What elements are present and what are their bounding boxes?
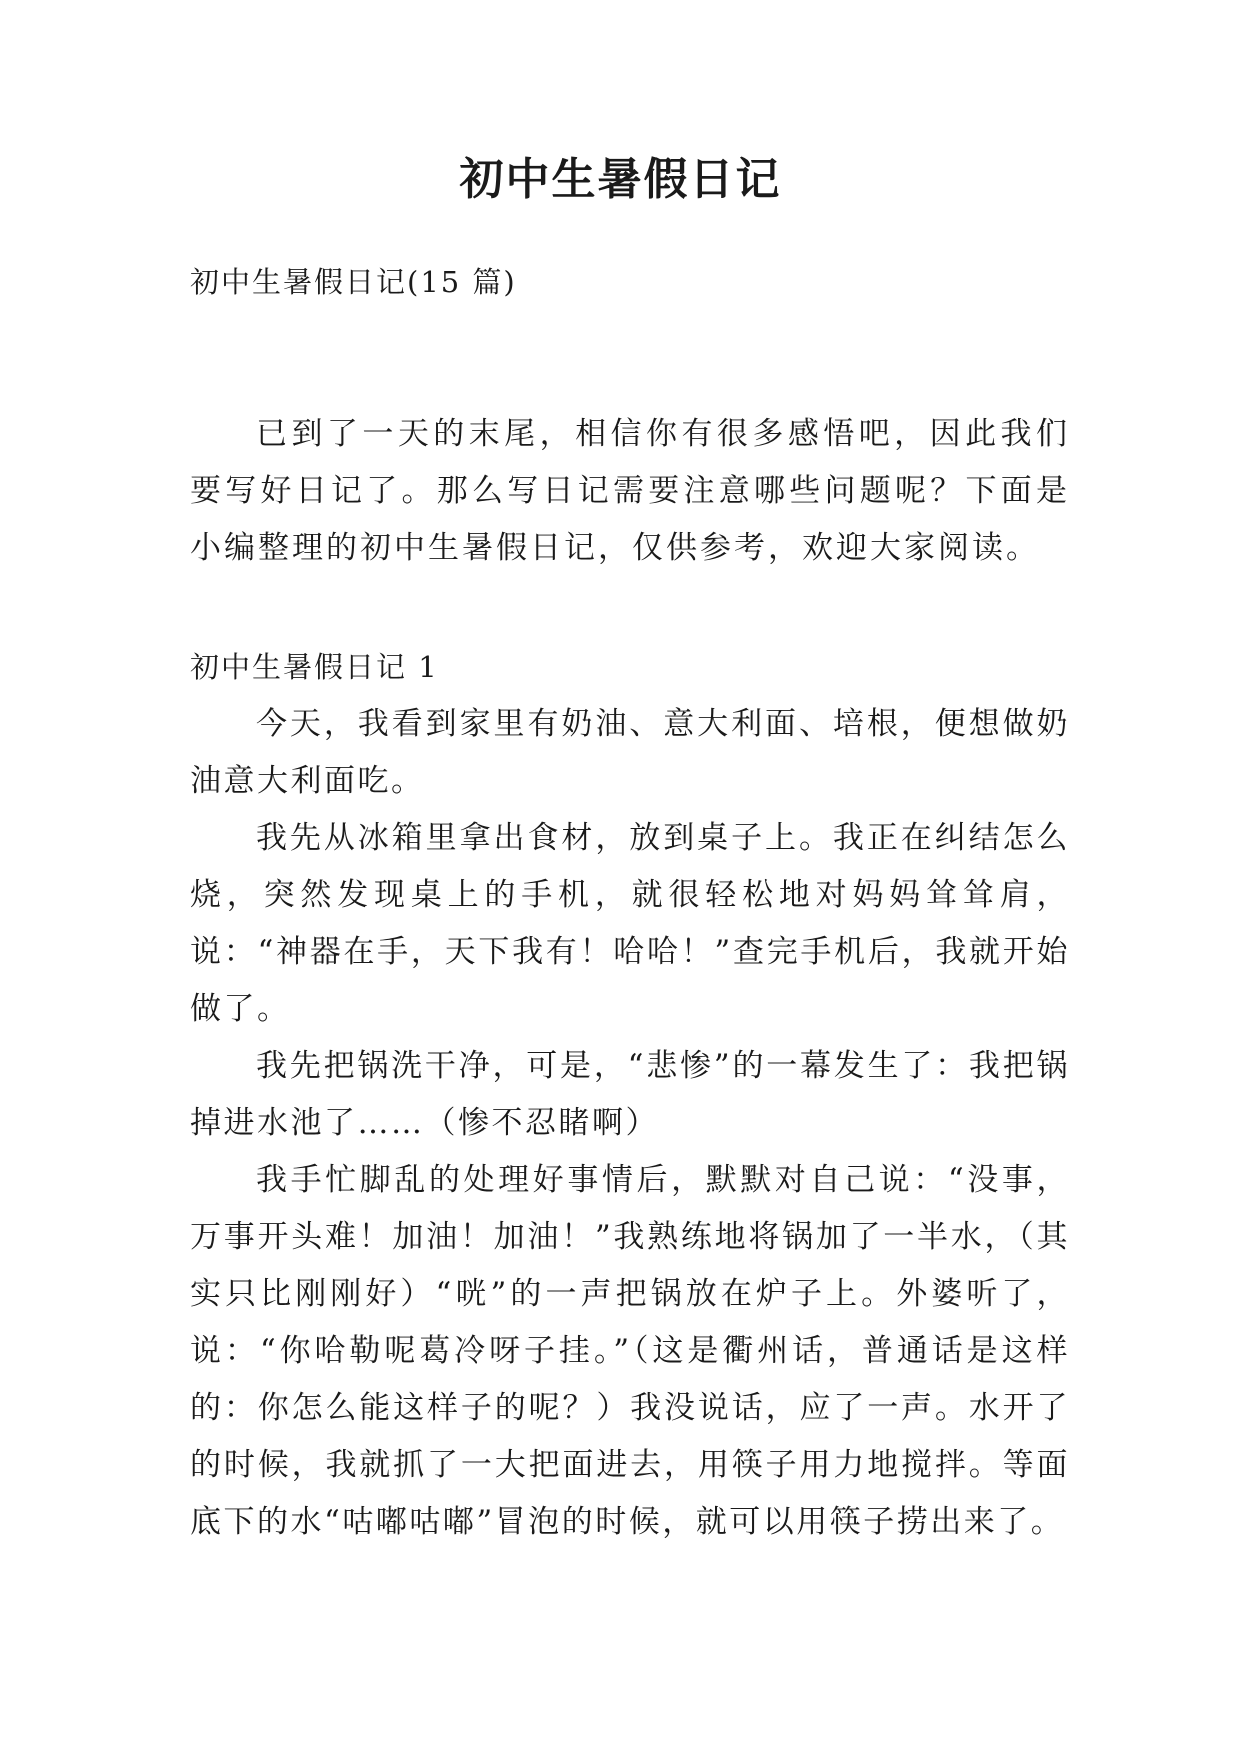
document-subtitle: 初中生暑假日记(15 篇) xyxy=(190,265,517,299)
document-title: 初中生暑假日记 xyxy=(459,154,782,205)
intro-paragraph: 已到了一天的末尾，相信你有很多感悟吧，因此我们要写好日记了。那么写日记需要注意哪些问题呢？下面是小编整理的初中生暑假日记，仅供参考，欢迎大家阅读。 xyxy=(190,416,1070,566)
body-paragraph: 我手忙脚乱的处理好事情后，默默对自己说：“没事，万事开头难！加油！加油！”我熟练地将锅加了一半水，（其实只比刚刚好）“咣”的一声把锅放在炉子上。外婆听了，说：“你哈勒呢葛冷呀子挂。”（这是衢州话，普通话是这样的：你怎么能这样子的呢？）我没说话，应了一声。水开了的时候，我就抓了一大把面进去，用筷子用力地搅拌。等面底下的水“咕嘟咕嘟”冒泡的时候，就可以用筷子捞出来了。 xyxy=(190,1162,1070,1540)
body-paragraph: 我先从冰箱里拿出食材，放到桌子上。我正在纠结怎么烧，突然发现桌上的手机，就很轻松地对妈妈耸耸肩，说：“神器在手，天下我有！哈哈！”查完手机后，我就开始做了。 xyxy=(190,820,1070,1027)
body-paragraph: 我先把锅洗干净，可是，“悲惨”的一幕发生了：我把锅掉进水池了……（惨不忍睹啊） xyxy=(190,1048,1070,1141)
section-heading: 初中生暑假日记 1 xyxy=(190,650,439,684)
body-paragraph: 今天，我看到家里有奶油、意大利面、培根，便想做奶油意大利面吃。 xyxy=(190,706,1070,799)
section-body xyxy=(190,696,1070,1551)
